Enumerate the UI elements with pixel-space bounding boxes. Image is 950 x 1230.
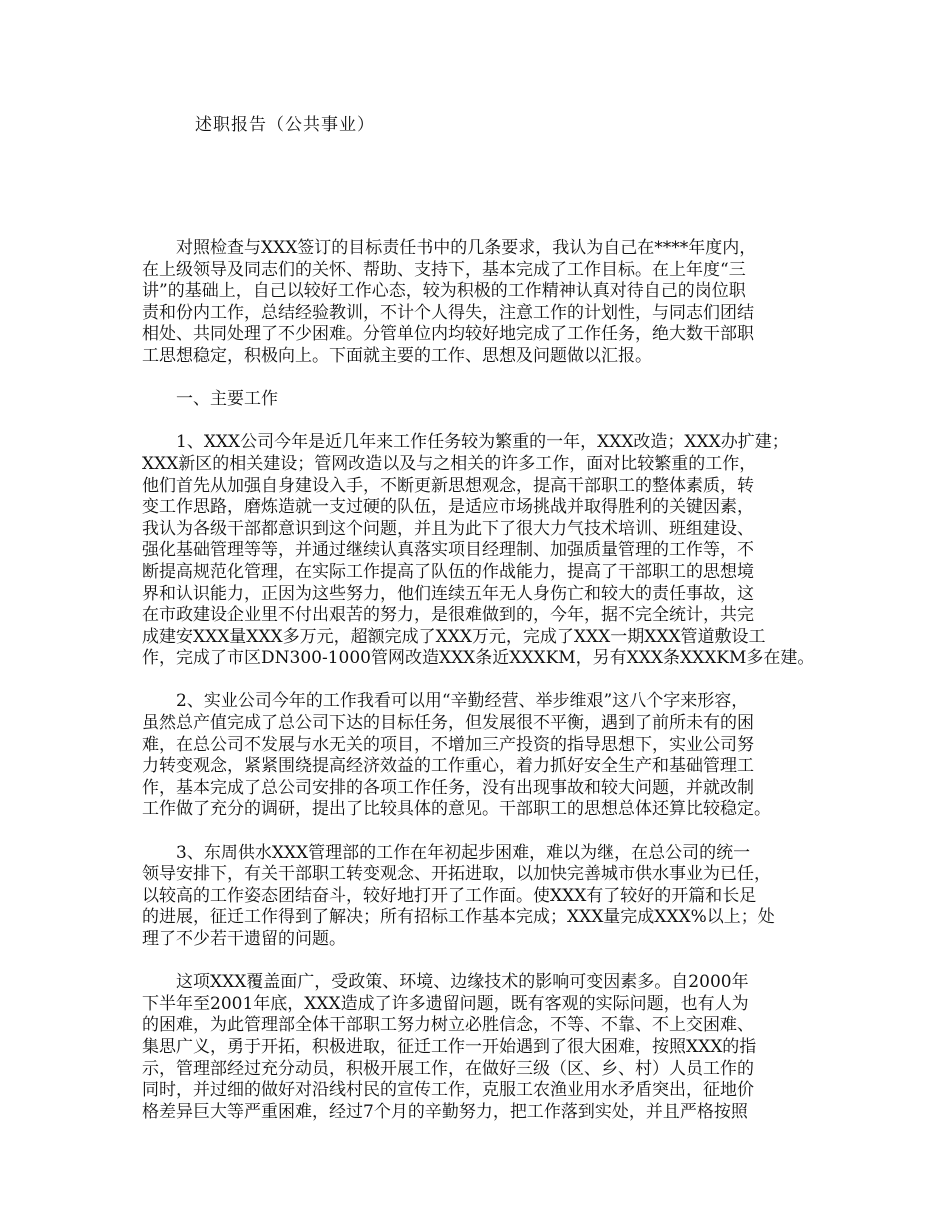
text-line: 成建安XXX量XXX多万元，超额完成了XXX万元，完成了XXX一期XXX管道敷设工 [142,626,766,647]
item-paragraph-2 [142,691,822,821]
item-paragraph-3 [142,843,822,951]
text-line: 断提高规范化管理，在实际工作提高了队伍的作战能力，提高了干部职工的思想境 [142,561,754,582]
text-line: 虽然总产值完成了总公司下达的目标任务，但发展很不平衡，遇到了前所未有的困 [142,713,754,734]
text-line: 强化基础管理等等，并通过继续认真落实项目经理制、加强质量管理的工作等，不 [142,540,754,561]
intro-paragraph [142,238,822,368]
text-line: 力转变观念，紧紧围绕提高经济效益的工作重心，着力抓好安全生产和基础管理工 [142,756,754,777]
section-heading: 一、主要工作 [176,389,278,410]
text-line: 下半年至2001年底，XXX造成了许多遗留问题，既有客观的实际问题，也有人为 [142,993,749,1014]
text-line: 在上级领导及同志们的关怀、帮助、支持下，基本完成了工作目标。在上年度“三 [142,259,746,280]
text-line: 变工作思路，磨炼造就一支过硬的队伍，是适应市场挑战并取得胜利的关键因素， [142,497,754,518]
text-line: 领导安排下，有关干部职工转变观念、开拓进取，以加快完善城市供水事业为已任， [142,864,771,885]
text-line: 3、东周供水XXX管理部的工作在年初起步困难，难以为继，在总公司的统一 [176,842,751,863]
text-line: 集思广义，勇于开拓，积极进取，征迁工作一开始遇到了很大困难，按照XXX的指 [142,1036,757,1057]
item-paragraph-1 [142,432,822,670]
text-line: 我认为各级干部都意识到这个问题，并且为此下了很大力气技术培训、班组建设、 [142,518,754,539]
text-line: 讲”的基础上，自己以较好工作心态，较为积极的工作精神认真对待自己的岗位职 [142,281,746,302]
document-title: 述职报告（公共事业） [195,115,375,135]
text-line: 工作做了充分的调研，提出了比较具体的意见。干部职工的思想总体还算比较稳定。 [142,799,771,820]
document-body [142,238,822,1145]
text-line: 这项XXX覆盖面广，受政策、环境、边缘技术的影响可变因素多。自2000年 [176,972,749,993]
item-paragraph-4 [142,972,822,1123]
text-line: 在市政建设企业里不付出艰苦的努力，是很难做到的，今年，据不完全统计，共完 [142,605,754,626]
text-line: 的困难，为此管理部全体干部职工努力树立必胜信念，不等、不靠、不上交困难、 [142,1015,754,1036]
text-line: 工思想稳定，积极向上。下面就主要的工作、思想及问题做以汇报。 [142,345,652,366]
text-line: 界和认识能力，正因为这些努力，他们连续五年无人身伤亡和较大的责任事故，这 [142,583,754,604]
text-line: 作，基本完成了总公司安排的各项工作任务，没有出现事故和较大问题，并就改制 [142,777,754,798]
text-line: XXX新区的相关建设；管网改造以及与之相关的许多工作，面对比较繁重的工作， [142,453,757,474]
text-line: 他们首先从加强自身建设入手，不断更新思想观念，提高干部职工的整体素质，转 [142,475,754,496]
text-line: 同时，并过细的做好对沿线村民的宣传工作，克服工农渔业用水矛盾突出，征地价 [142,1080,754,1101]
text-line: 2、实业公司今年的工作我看可以用“辛勤经营、举步维艰”这八个字来形容， [176,691,749,712]
text-line: 理了不少若干遗留的问题。 [142,929,346,949]
text-line: 以较高的工作姿态团结奋斗，较好地打开了工作面。使XXX有了较好的开篇和长足 [142,885,757,906]
text-line: 对照检查与XXX签订的目标责任书中的几条要求，我认为自己在****年度内， [176,238,757,258]
text-line: 难，在总公司不发展与水无关的项目，不增加三产投资的指导思想下，实业公司努 [142,734,754,755]
text-line: 相处、共同处理了不少困难。分管单位内均较好地完成了工作任务，绝大数干部职 [142,324,754,345]
text-line: 示，管理部经过充分动员，积极开展工作，在做好三级（区、乡、村）人员工作的 [142,1058,754,1079]
text-line: 1、XXX公司今年是近几年来工作任务较为繁重的一年，XXX改造；XXX办扩建； [176,432,789,453]
text-line: 的进展，征迁工作得到了解决；所有招标工作基本完成；XXX量完成XXX%以上；处 [142,907,775,928]
text-line: 作，完成了市区DN300-1000管网改造XXX条近XXXKM，另有XXX条XXXKM多在建。 [142,648,815,669]
text-line: 格差异巨大等严重困难，经过7个月的辛勤努力，把工作落到实处，并且严格按照 [142,1101,748,1122]
text-line: 责和份内工作，总结经验教训，不计个人得失，注意工作的计划性，与同志们团结 [142,302,754,323]
